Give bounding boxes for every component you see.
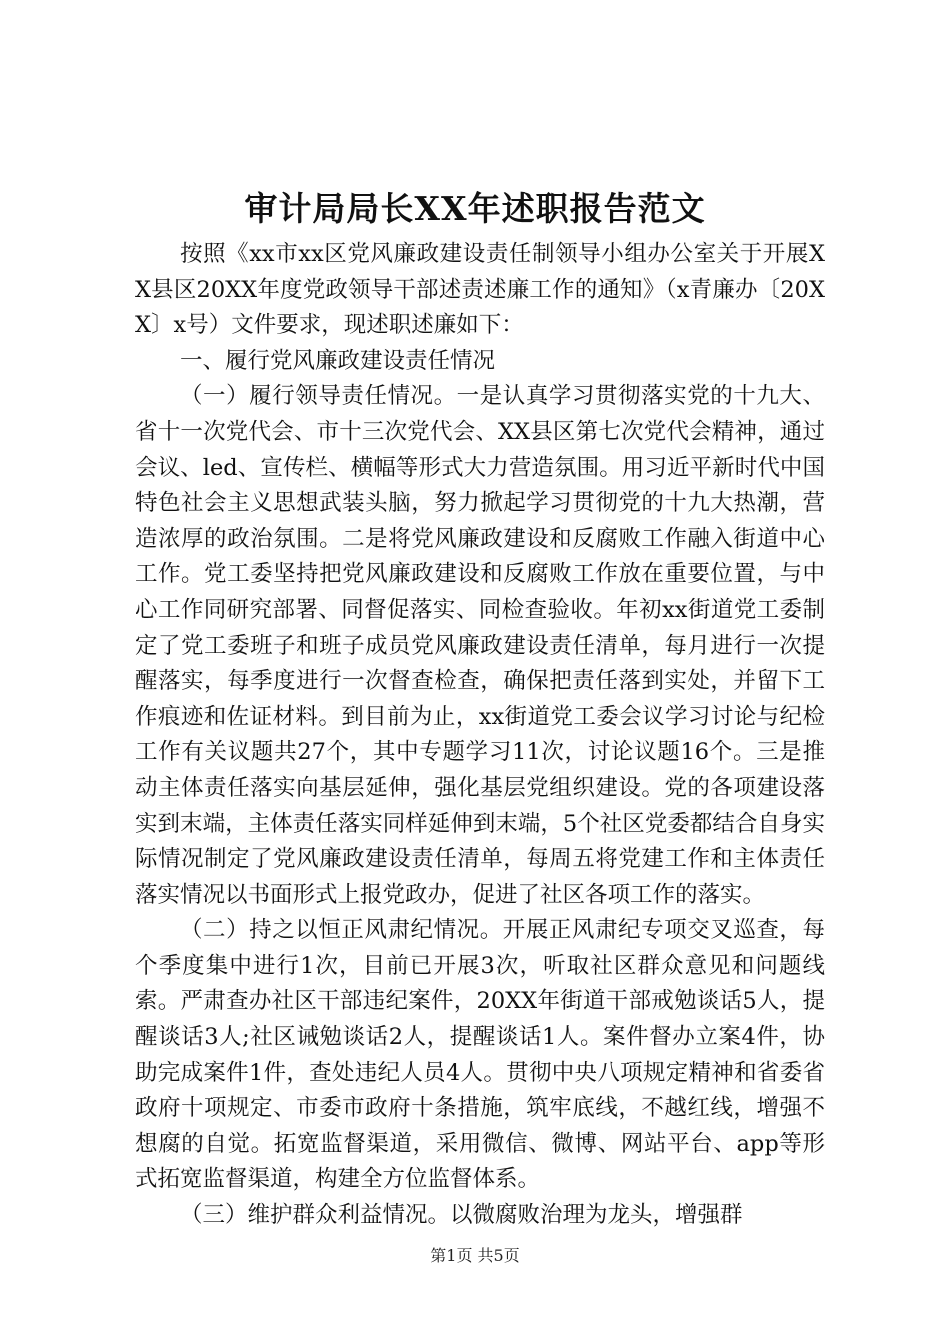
paragraph-public-interest: （三）维护群众利益情况。以微腐败治理为龙头，增强群 (180, 1202, 743, 1229)
section-heading: 一、履行党风廉政建设责任情况 (180, 347, 496, 374)
document-title: 审计局局长XX年述职报告范文 (244, 189, 706, 228)
document-body (135, 237, 825, 1234)
paragraph-discipline: （二）持之以恒正风肃纪情况。开展正风肃纪专项交叉巡查，每个季度集中进行1次，目前已开展3次，听取社区群众意见和问题线索。严肃查办社区干部违纪案件，20XX年街道干部戒勉谈话5人，提醒谈话3人;社区诫勉谈话2人，提醒谈话1人。案件督办立案4件，协助完成案件1件，查处违纪人员4人。贯彻中央八项规定精神和省委省政府十项规定、市委市政府十条措施，筑牢底线，不越红线，增强不想腐的自觉。拓宽监督渠道，采用微信、微博、网站平台、app等形式拓宽监督渠道，构建全方位监督体系。 (135, 917, 825, 1193)
paragraph-leadership: （一）履行领导责任情况。一是认真学习贯彻落实党的十九大、省十一次党代会、市十三次党代会、XX县区第七次党代会精神，通过会议、led、宣传栏、横幅等形式大力营造氛围。用习近平新时代中国特色社会主义思想武装头脑，努力掀起学习贯彻党的十九大热潮，营造浓厚的政治氛围。二是将党风廉政建设和反腐败工作融入街道中心工作。党工委坚持把党风廉政建设和反腐败工作放在重要位置，与中心工作同研究部署、同督促落实、同检查验收。年初xx街道党工委制定了党工委班子和班子成员党风廉政建设责任清单，每月进行一次提醒落实，每季度进行一次督查检查，确保把责任落到实处，并留下工作痕迹和佐证材料。到目前为止，xx街道党工委会议学习讨论与纪检工作有关议题共27个，其中专题学习11次，讨论议题16个。三是推动主体责任落实向基层延伸，强化基层党组织建设。党的各项建设落实到末端，主体责任落实同样延伸到末端，5个社区党委都结合自身实际情况制定了党风廉政建设责任清单，每周五将党建工作和主体责任落实情况以书面形式上报党政办，促进了社区各项工作的落实。 (135, 383, 825, 908)
page-footer: 第1页 共5页 (430, 1246, 520, 1265)
paragraph-intro: 按照《xx市xx区党风廉政建设责任制领导小组办公室关于开展XX县区20XX年度党政领导干部述责述廉工作的通知》（x青廉办〔20XX〕x号）文件要求，现述职述廉如下： (135, 241, 825, 339)
